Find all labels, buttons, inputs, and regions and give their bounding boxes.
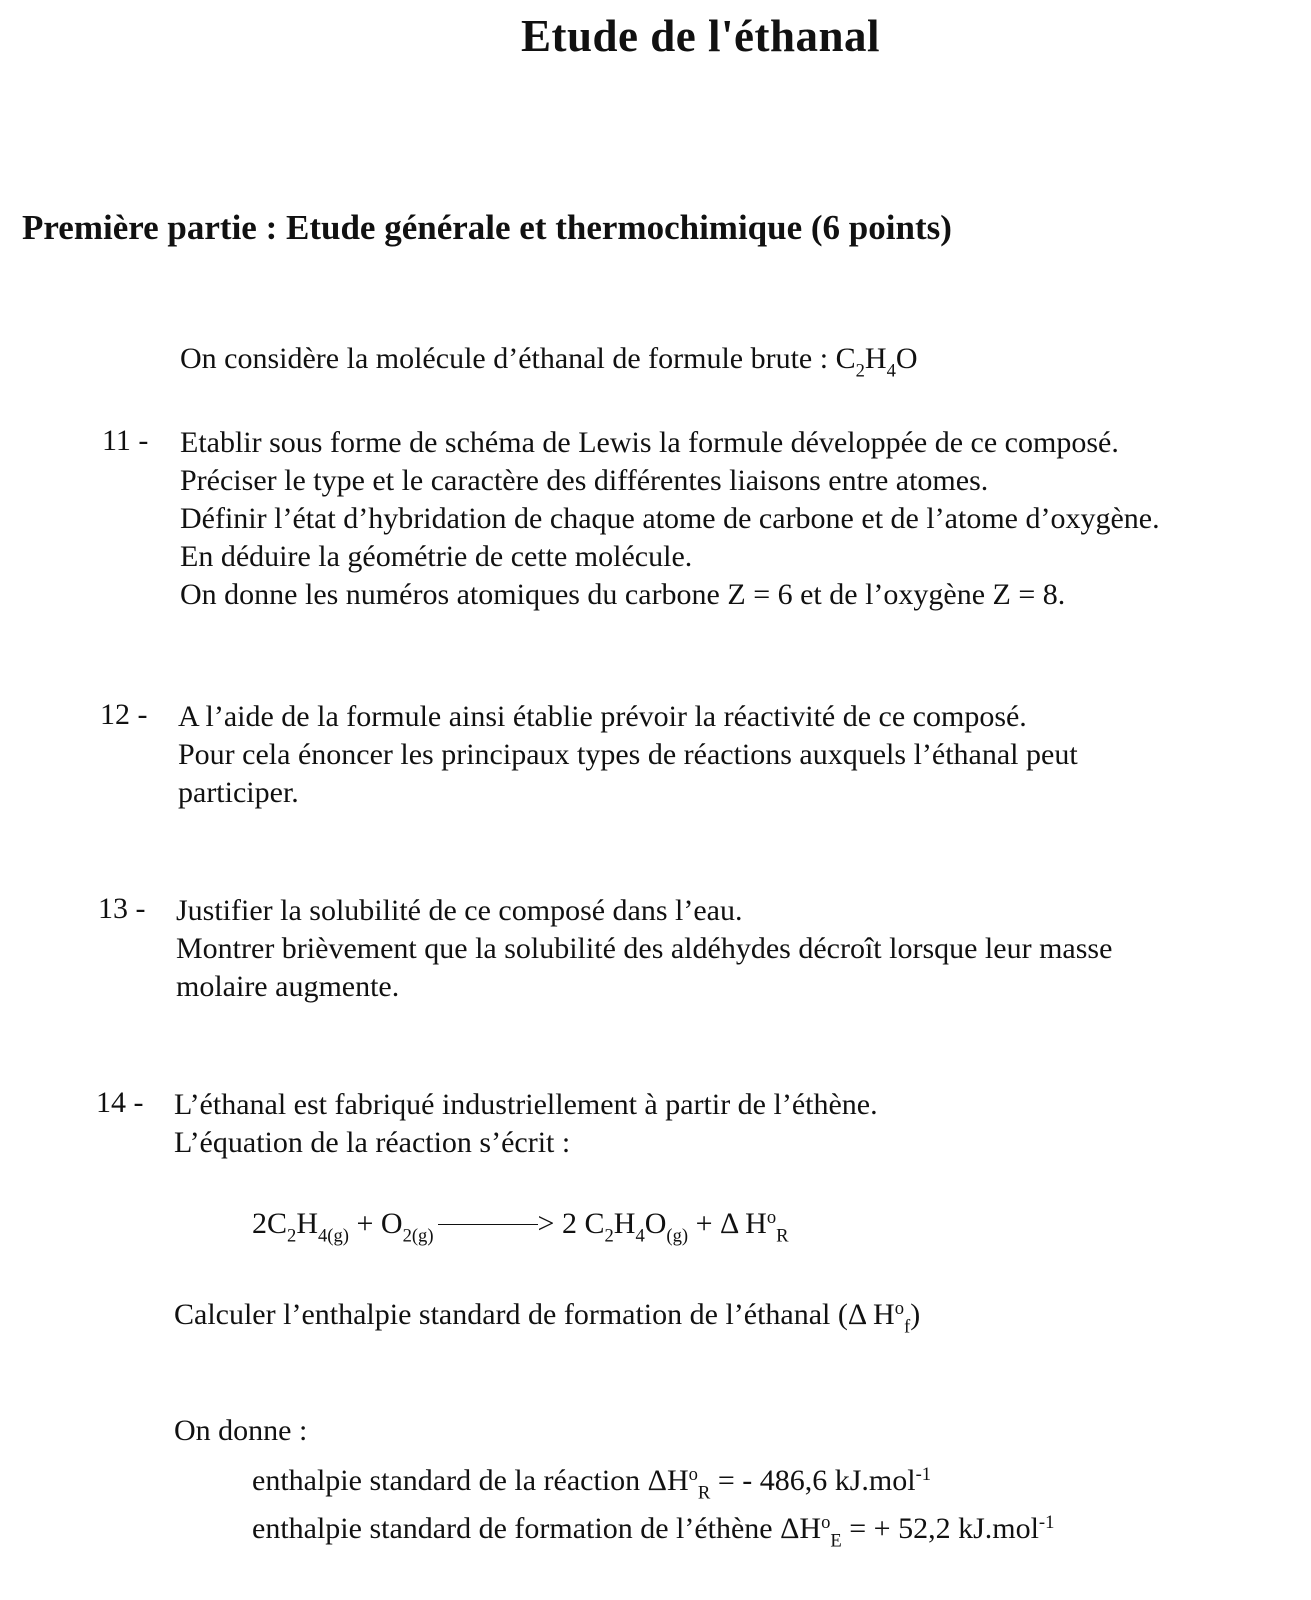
question-11-number: 11 - (102, 424, 149, 457)
given-reaction-enthalpy: enthalpie standard de la réaction $\Delta H^o_R$ = - 486,6 kJ.mol$^{-1}$ (252, 1463, 932, 1504)
intro-line (180, 340, 918, 382)
question-line: Montrer brièvement que la solubilité des aldéhydes décroît lorsque leur masse (176, 932, 1113, 965)
calc-instruction: Calculer l’enthalpie standard de formation de l’éthanal (Δ $H^o_f$) (174, 1297, 921, 1338)
question-11-text (180, 424, 1160, 614)
reaction-equation: $2C_2H_{4(g)} + O_{2(g)} > 2$ $C_2H_4O_{(g)} + \Delta$ $H^o_R$ (252, 1206, 789, 1247)
page-title: Etude de l'éthanal (520, 11, 881, 61)
given-label: On donne : (174, 1414, 308, 1447)
question-14-text (174, 1086, 878, 1162)
question-13-number: 13 - (98, 892, 146, 925)
question-line: Justifier la solubilité de ce composé dans l’eau. (176, 894, 743, 927)
question-line: En déduire la géométrie de cette molécule. (180, 540, 693, 573)
question-line: Etablir sous forme de schéma de Lewis la formule développée de ce composé. (180, 426, 1119, 459)
question-line: Définir l’état d’hybridation de chaque atome de carbone et de l’atome d’oxygène. (180, 502, 1160, 535)
arrow-icon (438, 1224, 538, 1225)
question-12-text (178, 698, 1078, 812)
question-line: L’équation de la réaction s’écrit : (174, 1126, 571, 1159)
question-line: Préciser le type et le caractère des différentes liaisons entre atomes. (180, 464, 989, 497)
intro-text: On considère la molécule d’éthanal de formule brute : (180, 342, 829, 375)
question-line: On donne les numéros atomiques du carbone Z = 6 et de l’oxygène Z = 8. (180, 578, 1066, 611)
question-line: Pour cela énoncer les principaux types de réactions auxquels l’éthanal peut (178, 738, 1078, 771)
question-line: A l’aide de la formule ainsi établie prévoir la réactivité de ce composé. (178, 700, 1027, 733)
given-ethene-enthalpy: enthalpie standard de formation de l’éthène $\Delta H^o_E$ = + 52,2 kJ.mol$^{-1}$ (252, 1511, 1055, 1552)
question-14-number: 14 - (96, 1086, 144, 1119)
part-heading: Première partie : Etude générale et thermochimique (6 points) (22, 208, 952, 247)
question-line: participer. (178, 776, 299, 809)
question-12-number: 12 - (100, 698, 148, 731)
question-13-text (176, 892, 1112, 1006)
question-line: molaire augmente. (176, 970, 400, 1003)
arrow-head: > (537, 1207, 555, 1240)
question-line: L’éthanal est fabriqué industriellement à partir de l’éthène. (174, 1088, 878, 1121)
brute-formula: $C_2H_4O$ (835, 342, 918, 382)
